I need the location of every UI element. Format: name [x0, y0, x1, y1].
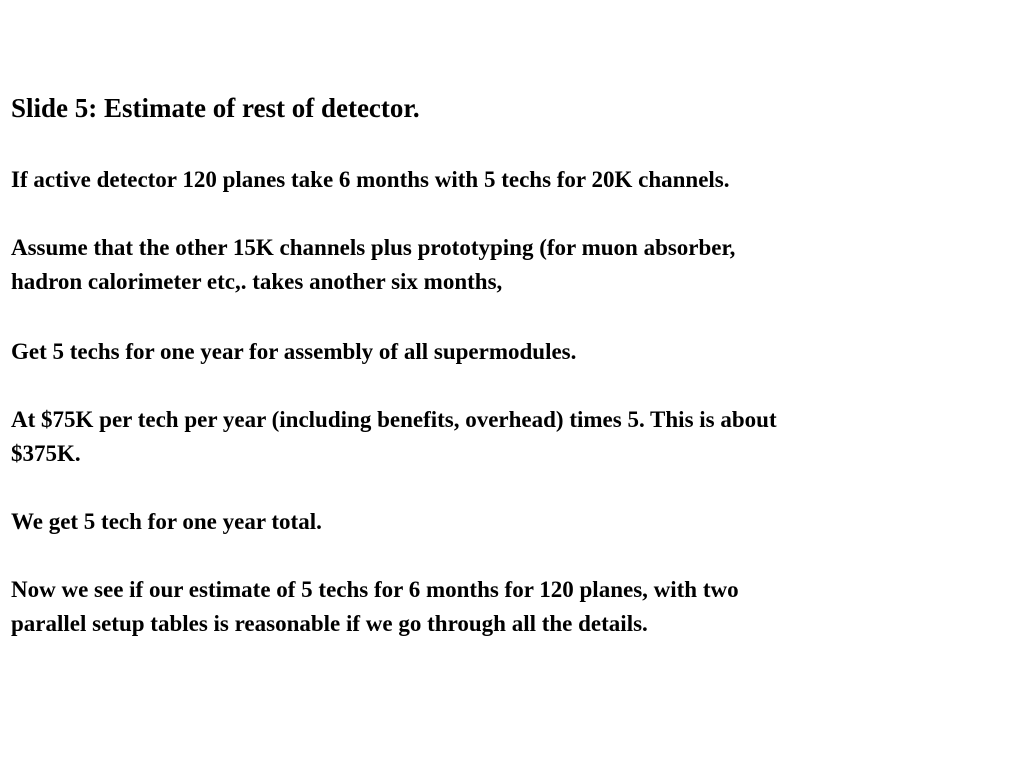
paragraph-line: Now we see if our estimate of 5 techs for 6 months for 120 planes, with two: [11, 577, 739, 602]
slide-title: Slide 5: Estimate of rest of detector.: [11, 93, 420, 123]
paragraph-active-detector-estimate: [11, 163, 1001, 197]
paragraph-line: hadron calorimeter etc,. takes another six months,: [11, 269, 503, 294]
paragraph-line: We get 5 tech for one year total.: [11, 509, 322, 534]
paragraph-total-techs: [11, 505, 1001, 539]
paragraph-line: Assume that the other 15K channels plus prototyping (for muon absorber,: [11, 235, 736, 260]
paragraph-line: parallel setup tables is reasonable if we go through all the details.: [11, 611, 648, 636]
paragraph-techs-for-assembly: [11, 335, 1001, 369]
paragraph-cost-estimate: [11, 403, 1001, 471]
paragraph-line: At $75K per tech per year (including benefits, overhead) times 5. This is about: [11, 407, 777, 432]
paragraph-line: Get 5 techs for one year for assembly of all supermodules.: [11, 339, 577, 364]
paragraph-line: If active detector 120 planes take 6 months with 5 techs for 20K channels.: [11, 167, 730, 192]
paragraph-other-channels-assumption: [11, 231, 1001, 299]
paragraph-estimate-check: [11, 573, 1001, 641]
paragraph-line: $375K.: [11, 441, 81, 466]
